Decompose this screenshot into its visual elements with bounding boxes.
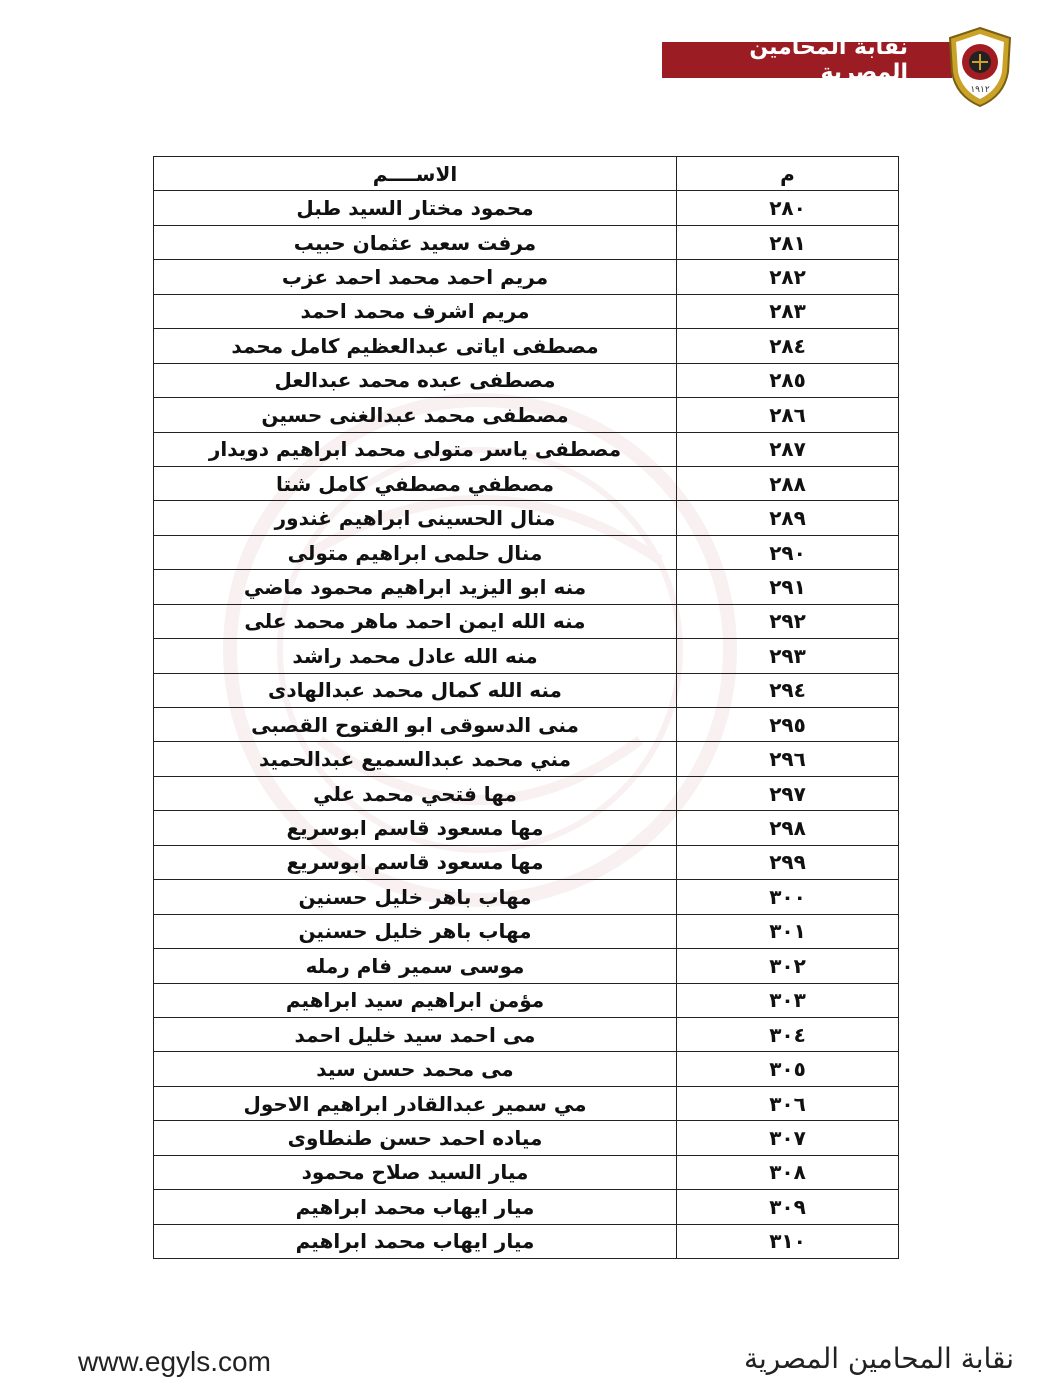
table-row	[154, 983, 899, 1017]
banner-title: نقابة المحامين المصرية	[749, 35, 908, 85]
row-number: ٣٠٤	[677, 1017, 899, 1051]
row-number: ٢٩٧	[677, 776, 899, 810]
row-name: مريم اشرف محمد احمد	[154, 294, 677, 328]
row-name: منه الله ايمن احمد ماهر محمد على	[154, 604, 677, 638]
row-name: ميار السيد صلاح محمود	[154, 1155, 677, 1189]
row-number: ٣٠٥	[677, 1052, 899, 1086]
row-name: مصطفى ياسر متولى محمد ابراهيم دويدار	[154, 432, 677, 466]
table-row	[154, 363, 899, 397]
row-number: ٢٨٤	[677, 329, 899, 363]
syndicate-banner	[662, 35, 952, 85]
row-name: منال حلمى ابراهيم متولى	[154, 535, 677, 569]
row-name: مها فتحي محمد علي	[154, 776, 677, 810]
column-header-name: الاســــم	[154, 157, 677, 191]
table-row	[154, 708, 899, 742]
row-name: منه ابو اليزيد ابراهيم محمود ماضي	[154, 570, 677, 604]
row-number: ٢٨٣	[677, 294, 899, 328]
table-row	[154, 260, 899, 294]
row-name: مني محمد عبدالسميع عبدالحميد	[154, 742, 677, 776]
row-name: مى محمد حسن سيد	[154, 1052, 677, 1086]
row-number: ٢٩٩	[677, 845, 899, 879]
table-row	[154, 1155, 899, 1189]
table-row	[154, 1052, 899, 1086]
row-name: مهاب باهر خليل حسنين	[154, 914, 677, 948]
row-name: مصطفى عبده محمد عبدالعل	[154, 363, 677, 397]
row-number: ٢٨٩	[677, 501, 899, 535]
row-number: ٢٨٢	[677, 260, 899, 294]
row-name: مى احمد سيد خليل احمد	[154, 1017, 677, 1051]
row-number: ٢٩٠	[677, 535, 899, 569]
row-number: ٣٠٧	[677, 1121, 899, 1155]
table-row	[154, 639, 899, 673]
logo-year: ١٩١٢	[970, 85, 990, 95]
table-row	[154, 914, 899, 948]
row-name: مها مسعود قاسم ابوسريع	[154, 811, 677, 845]
table-row	[154, 742, 899, 776]
table-row	[154, 880, 899, 914]
table-row	[154, 811, 899, 845]
row-number: ٢٩٨	[677, 811, 899, 845]
table-row	[154, 1017, 899, 1051]
row-number: ٢٩٢	[677, 604, 899, 638]
row-name: مصطفى اياتى عبدالعظيم كامل محمد	[154, 329, 677, 363]
table-row	[154, 466, 899, 500]
table-row	[154, 329, 899, 363]
table-row	[154, 191, 899, 225]
table-row	[154, 501, 899, 535]
row-name: مياده احمد حسن طنطاوى	[154, 1121, 677, 1155]
table-body	[154, 191, 899, 1259]
row-number: ٢٨٥	[677, 363, 899, 397]
table-row	[154, 570, 899, 604]
table-row	[154, 432, 899, 466]
table-row	[154, 398, 899, 432]
table-row	[154, 1190, 899, 1224]
row-name: منى الدسوقى ابو الفتوح القصبى	[154, 708, 677, 742]
row-number: ٣٠٣	[677, 983, 899, 1017]
table-row	[154, 1224, 899, 1258]
row-number: ٢٩١	[677, 570, 899, 604]
row-number: ٢٨٦	[677, 398, 899, 432]
table-row	[154, 776, 899, 810]
table-row	[154, 294, 899, 328]
row-name: مي سمير عبدالقادر ابراهيم الاحول	[154, 1086, 677, 1120]
row-number: ٣٠٠	[677, 880, 899, 914]
table-row	[154, 604, 899, 638]
row-name: مها مسعود قاسم ابوسريع	[154, 845, 677, 879]
row-number: ٣٠٩	[677, 1190, 899, 1224]
row-number: ٣٠٨	[677, 1155, 899, 1189]
row-name: مريم احمد محمد احمد عزب	[154, 260, 677, 294]
row-number: ٢٨٧	[677, 432, 899, 466]
table-row	[154, 535, 899, 569]
row-name: منه الله عادل محمد راشد	[154, 639, 677, 673]
table-row	[154, 845, 899, 879]
row-name: مهاب باهر خليل حسنين	[154, 880, 677, 914]
row-number: ٢٩٣	[677, 639, 899, 673]
row-number: ٣٠٢	[677, 949, 899, 983]
row-number: ٣٠٦	[677, 1086, 899, 1120]
table-header-row	[154, 157, 899, 191]
row-name: منه الله كمال محمد عبدالهادى	[154, 673, 677, 707]
row-number: ٢٨١	[677, 225, 899, 259]
row-number: ٣٠١	[677, 914, 899, 948]
row-name: مصطفى محمد عبدالغنى حسين	[154, 398, 677, 432]
row-number: ٢٨٠	[677, 191, 899, 225]
row-number: ٢٩٥	[677, 708, 899, 742]
table-row	[154, 949, 899, 983]
row-number: ٢٩٦	[677, 742, 899, 776]
column-header-number: م	[677, 157, 899, 191]
row-name: محمود مختار السيد طبل	[154, 191, 677, 225]
row-number: ٣١٠	[677, 1224, 899, 1258]
names-table	[153, 156, 899, 1259]
row-number: ٢٩٤	[677, 673, 899, 707]
table-row	[154, 1121, 899, 1155]
table-row	[154, 673, 899, 707]
row-name: منال الحسينى ابراهيم غندور	[154, 501, 677, 535]
row-name: ميار ايهاب محمد ابراهيم	[154, 1190, 677, 1224]
footer-website-url: www.egyls.com	[78, 1346, 271, 1377]
row-number: ٢٨٨	[677, 466, 899, 500]
footer-syndicate-name: نقابة المحامين المصرية	[744, 1342, 1014, 1375]
row-name: ميار ايهاب محمد ابراهيم	[154, 1224, 677, 1258]
row-name: مصطفي مصطفي كامل شتا	[154, 466, 677, 500]
row-name: مؤمن ابراهيم سيد ابراهيم	[154, 983, 677, 1017]
table-row	[154, 1086, 899, 1120]
row-name: موسى سمير فام رمله	[154, 949, 677, 983]
table-row	[154, 225, 899, 259]
row-name: مرفت سعيد عثمان حبيب	[154, 225, 677, 259]
syndicate-logo-icon	[946, 26, 1014, 108]
